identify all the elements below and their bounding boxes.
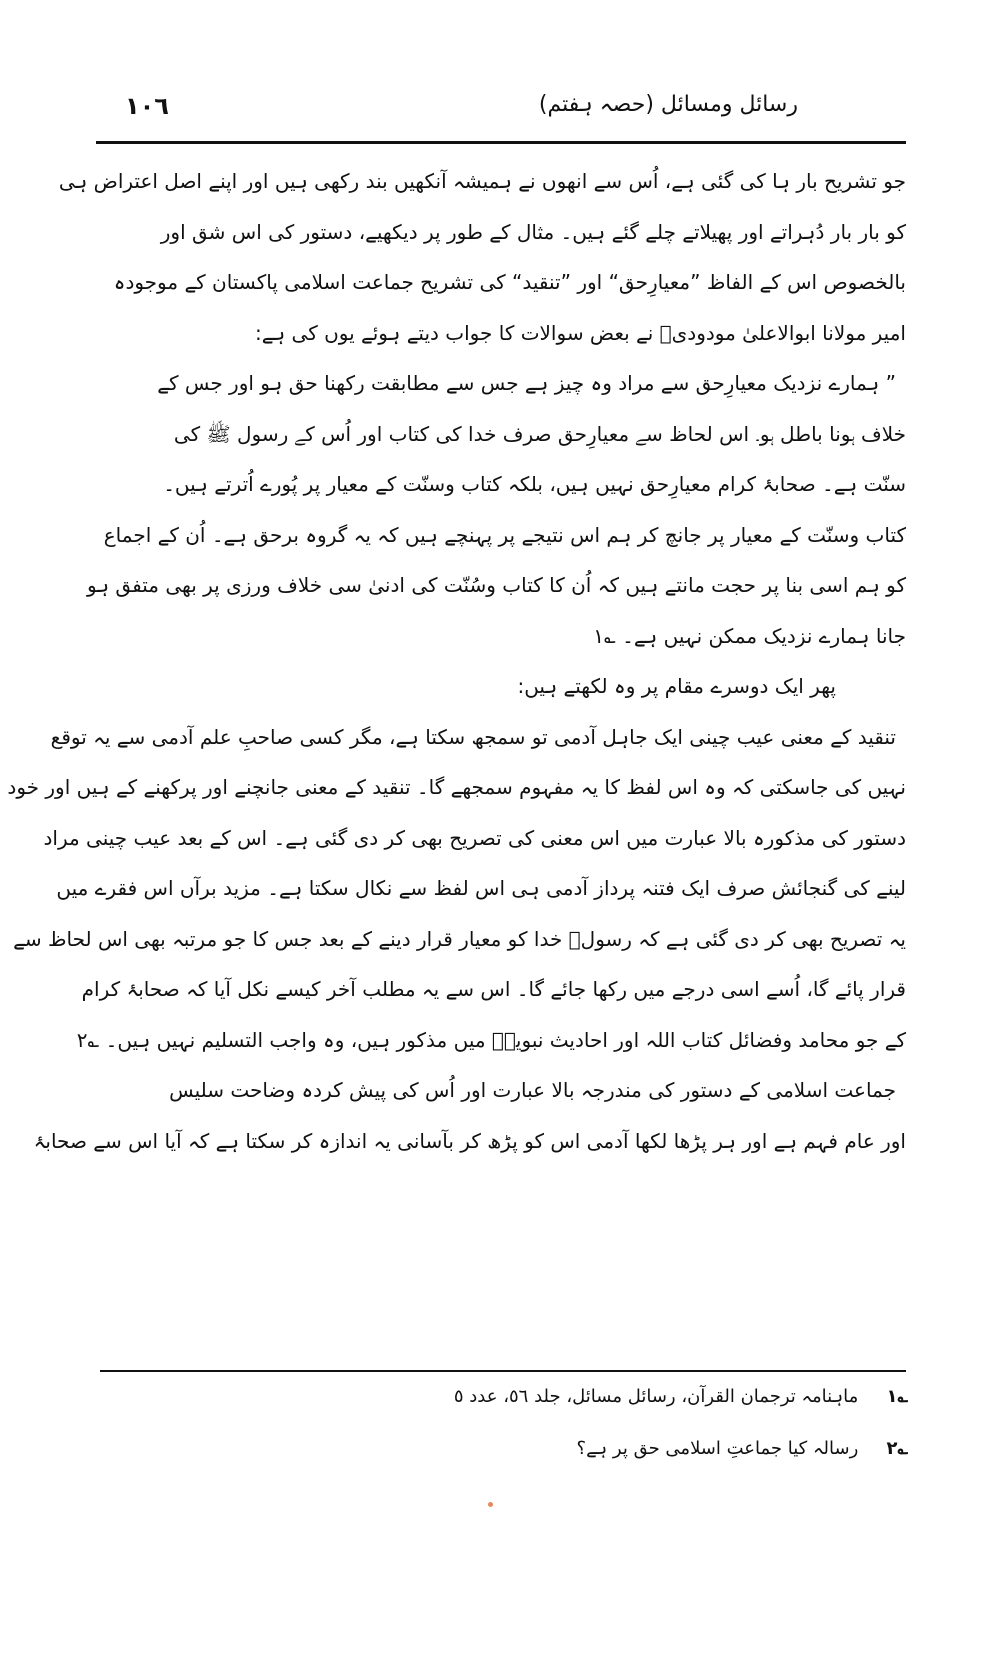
quote-line: سنّت ہے۔ صحابۂ کرام معیارِحق نہیں ہیں، بلکہ کتاب وسنّت کے معیار پر پُورے اُترتے ہیں۔ [163,472,906,496]
footnote-rule [100,1370,906,1372]
quote-line: جانا ہمارے نزدیک ممکن نہیں ہے۔ ؎۱ [593,623,906,648]
body-line: جماعت اسلامی کے دستور کی مندرجہ بالا عبارت اور اُس کی پیش کردہ وضاحت سلیس [169,1078,896,1102]
quote-line: قرار پائے گا، اُسے اسی درجے میں رکھا جائے گا۔ اس سے یہ مطلب آخر کیسے نکل آیا کہ صحابۂ کرام [81,977,906,1001]
footnote-text: رسالہ کیا جماعتِ اسلامی حق پر ہے؟ [576,1438,859,1459]
footnote [108,1386,908,1407]
quote-line: ” ہمارے نزدیک معیارِحق سے مراد وہ چیز ہے جس سے مطابقت رکھنا حق ہو اور جس کے [157,371,896,395]
quote-line: خلاف ہونا باطل ہو۔ اس لحاظ سے معیارِحق صرف خدا کی کتاب اور اُس کے رسول ﷺ کی [173,421,906,446]
quote-line: کو ہم اسی بنا پر حجت مانتے ہیں کہ اُن کا کتاب وسُنّت کی ادنیٰ سی خلاف ورزی پر بھی متفق ہو [87,573,906,597]
body-line: اور عام فہم ہے اور ہر پڑھا لکھا آدمی اس کو پڑھ کر بآسانی یہ اندازہ کر سکتا ہے کہ آیا اس سے صحابۂ [33,1128,906,1153]
running-header-title: رسائل ومسائل (حصہ ہفتم) [538,92,798,117]
scan-speck [488,1502,493,1507]
footnote [108,1438,908,1459]
quote-line: لینے کی گنجائش صرف ایک فتنہ پرداز آدمی ہی اس لفظ سے نکال سکتا ہے۔ مزید برآں اس فقرے میں [56,876,906,900]
footnote-mark: ؎۱ [886,1386,908,1407]
footnote-mark: ؎۲ [886,1438,908,1459]
quote-line: دستور کی مذکورہ بالا عبارت میں اس معنی کی تصریح بھی کر دی گئی ہے۔ اس کے بعد عیب چینی مراد [43,825,906,850]
quote-line: تنقید کے معنی عیب چینی ایک جاہل آدمی تو سمجھ سکتا ہے، مگر کسی صاحبِ علم آدمی سے یہ توقع [50,724,896,749]
body-line: کو بار بار دُہراتے اور پھیلاتے چلے گئے ہیں۔ مثال کے طور پر دیکھیے، دستور کی اس شق اور [160,219,906,244]
body-line: امیر مولانا ابوالاعلیٰ مودودیؒ نے بعض سوالات کا جواب دیتے ہوئے یوں کی ہے: [254,320,906,345]
quote-line: یہ تصریح بھی کر دی گئی ہے کہ رسولؐ خدا کو معیار قرار دینے کے بعد جس کا جو مرتبہ بھی اس لحاظ سے [13,926,906,951]
body-line: جو تشریح بار ہا کی گئی ہے، اُس سے انھوں نے ہمیشہ آنکھیں بند رکھی ہیں اور اپنے اصل اعتراض ہی [58,169,906,193]
body-text [7,156,906,1166]
header-rule [96,141,906,144]
quote-line: کے جو محامد وفضائل کتاب اللہ اور احادیث نبویہؐ میں مذکور ہیں، وہ واجب التسلیم نہیں ہیں۔ ؎۲ [76,1027,906,1052]
quote-line: کتاب وسنّت کے معیار پر جانچ کر ہم اس نتیجے پر پہنچے ہیں کہ یہ گروہ برحق ہے۔ اُن کے اجماع [103,522,906,547]
body-line: پھر ایک دوسرے مقام پر وہ لکھتے ہیں: [517,674,836,698]
body-line: بالخصوص اس کے الفاظ ”معیارِحق“ اور ”تنقید“ کی تشریح جماعت اسلامی پاکستان کے موجودہ [113,270,906,294]
page-number: ١٠٦ [125,92,169,120]
quote-line: نہیں کی جاسکتی کہ وہ اس لفظ کا یہ مفہوم سمجھے گا۔ تنقید کے معنی جانچنے اور پرکھنے کے ہیں اور خود [7,775,906,799]
footnote-text: ماہنامہ ترجمان القرآن، رسائل مسائل، جلد ٥٦، عدد ٥ [453,1386,859,1407]
